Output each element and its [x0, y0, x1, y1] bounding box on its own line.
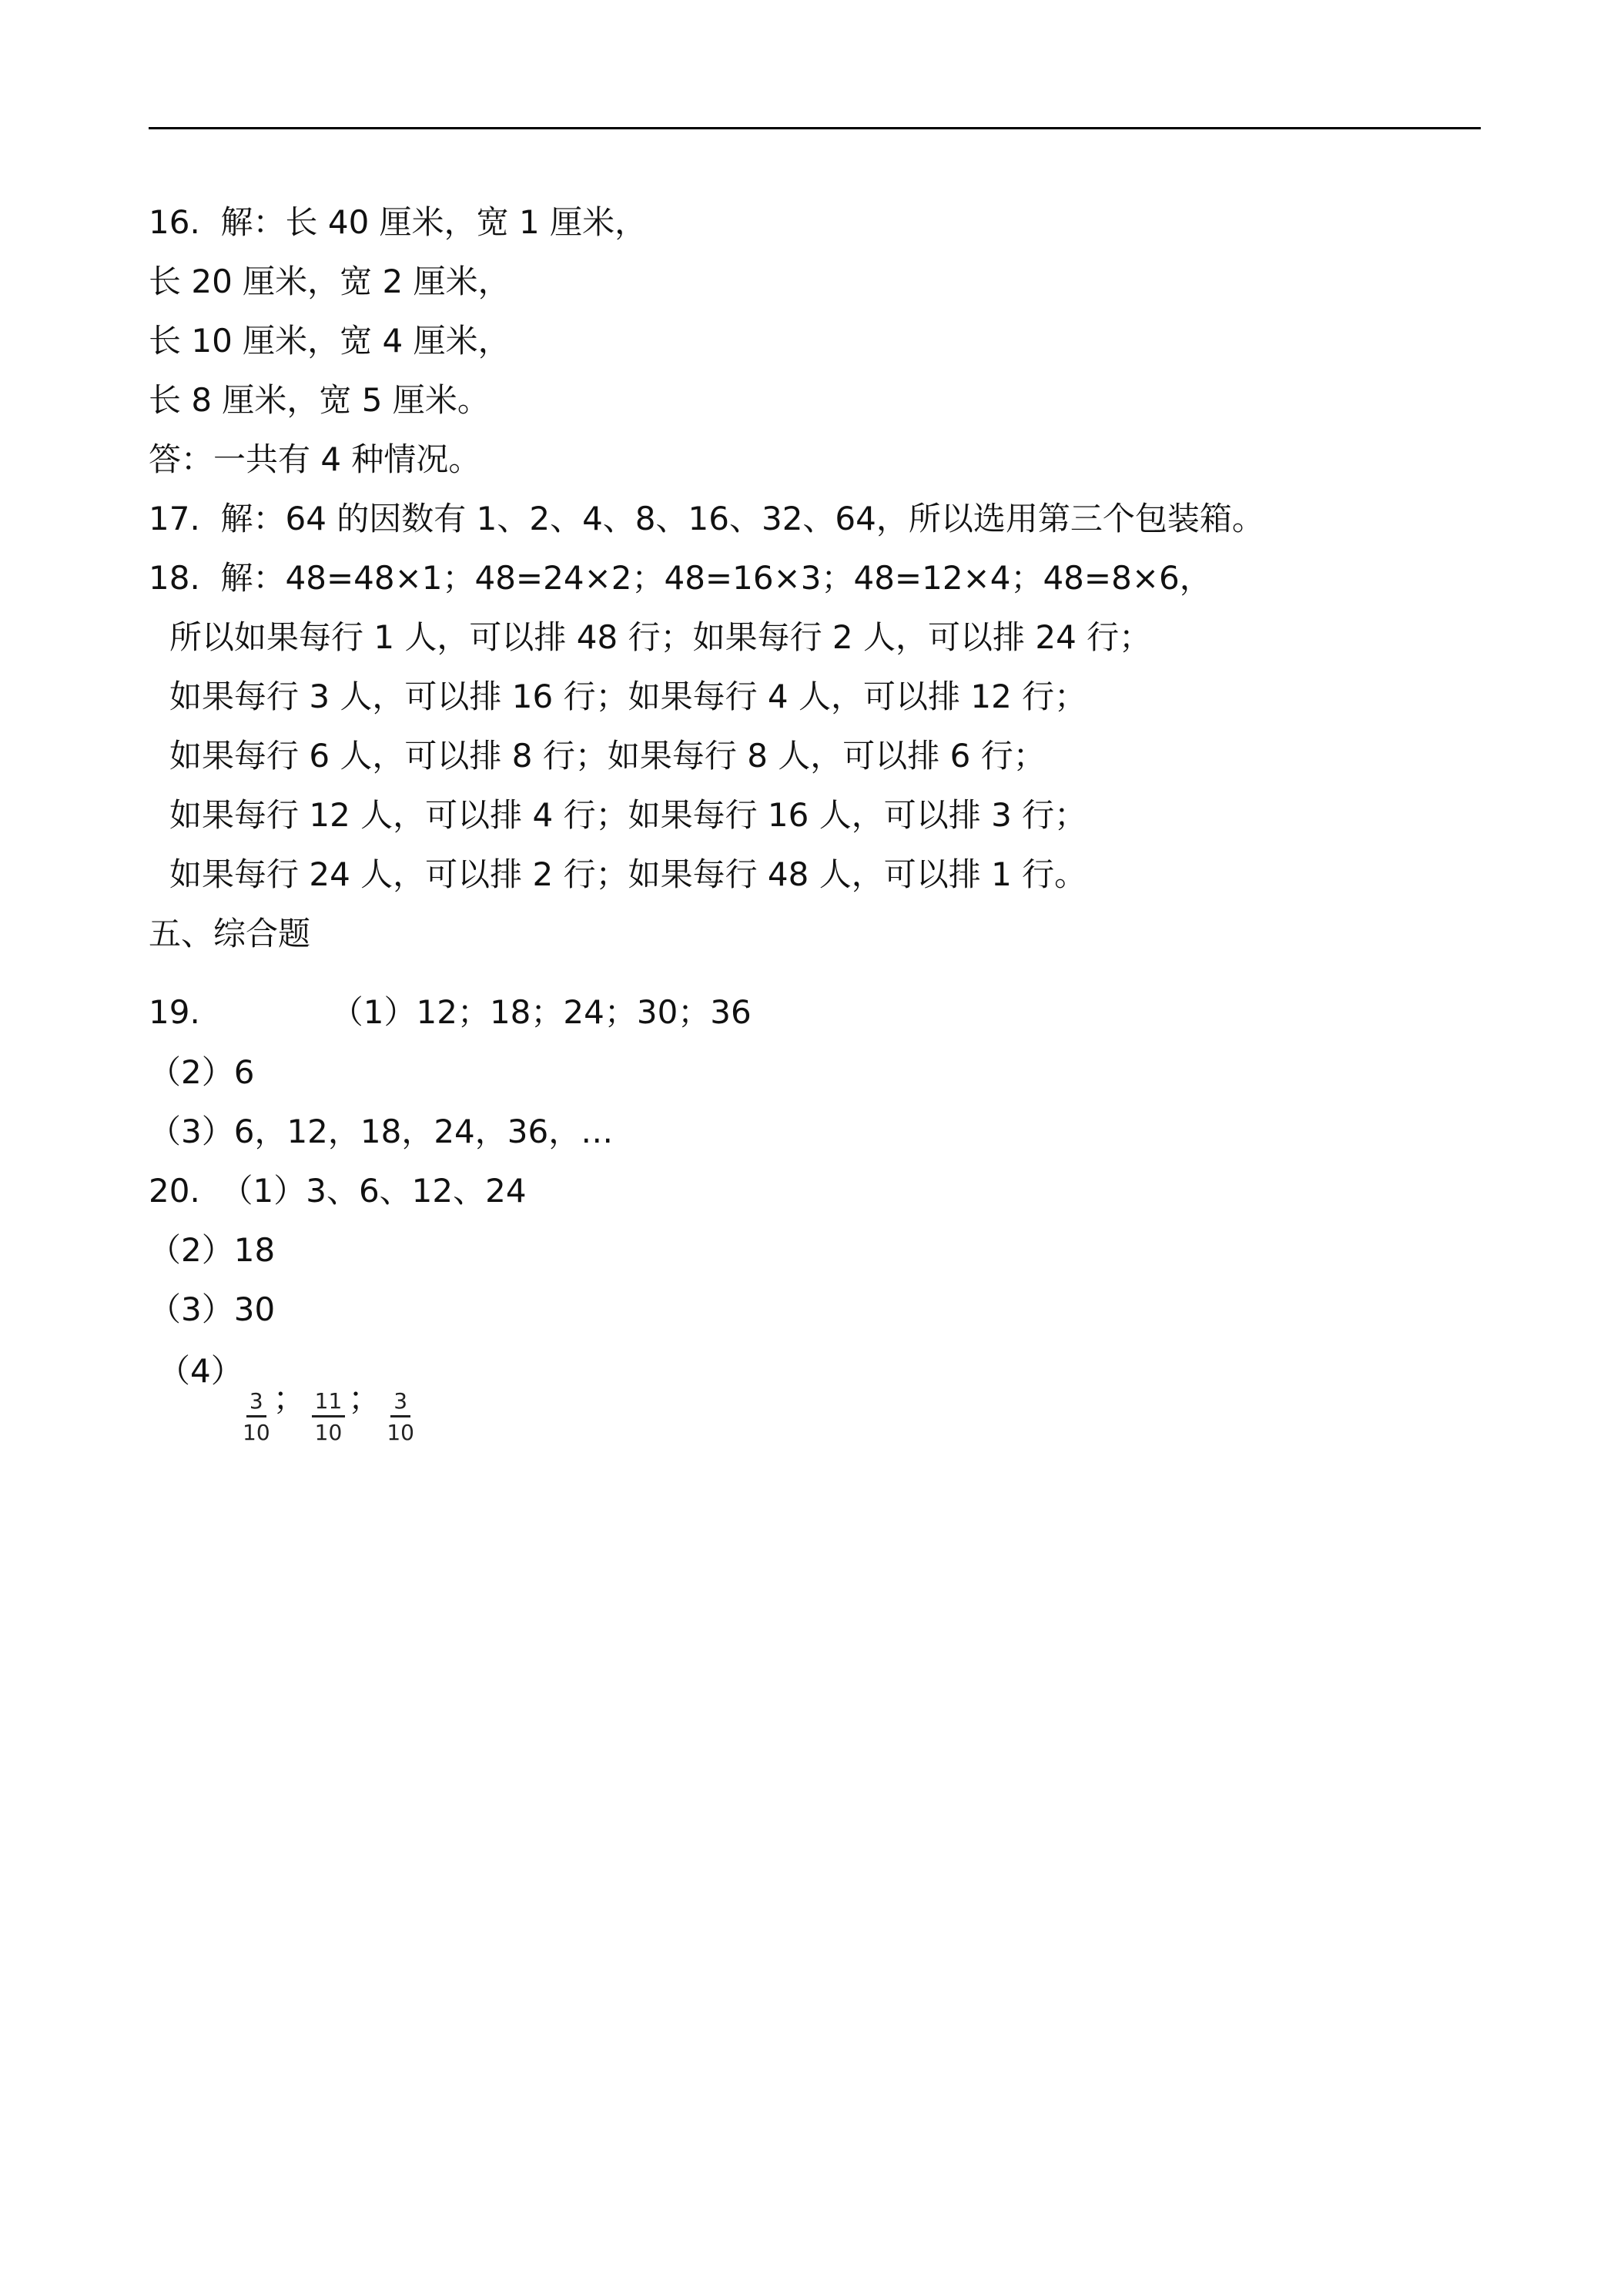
section-five-title: 五、综合题	[149, 915, 311, 952]
fraction-separator-2: ；	[348, 1380, 381, 1417]
fraction-2	[312, 1389, 346, 1445]
fraction-2-denominator: 10	[314, 1420, 343, 1446]
q19-part-3: （3）6，12，18，24，36，…	[149, 1113, 614, 1150]
q19-number: 19.	[149, 993, 200, 1031]
q16-line-2: 长 20 厘米，宽 2 厘米，	[149, 263, 511, 300]
fraction-2-numerator: 11	[312, 1389, 346, 1417]
q18-line-2: 所以如果每行 1 人，可以排 48 行；如果每行 2 人，可以排 24 行；	[169, 618, 1152, 656]
fraction-separator-1: ；	[273, 1380, 306, 1417]
q18-line-3: 如果每行 3 人，可以排 16 行；如果每行 4 人，可以排 12 行；	[169, 678, 1087, 715]
q16-line-4: 长 8 厘米，宽 5 厘米。	[149, 381, 490, 419]
q20-part-4-label: （4）	[158, 1352, 243, 1390]
q16-line-3: 长 10 厘米，宽 4 厘米，	[149, 322, 511, 360]
q18-line-4: 如果每行 6 人，可以排 8 行；如果每行 8 人，可以排 6 行；	[169, 737, 1046, 775]
q18-line-1: 18. 解：48=48×1；48=24×2；48=16×3；48=12×4；48=8×6，	[149, 559, 1212, 597]
q20-part-3: （3）30	[149, 1290, 276, 1328]
header-rule	[149, 127, 1481, 129]
fraction-1-numerator: 3	[246, 1389, 266, 1417]
q19-part-1: （1）12；18；24；30；36	[330, 993, 752, 1031]
fraction-1-denominator: 10	[243, 1420, 270, 1446]
fraction-3-numerator: 3	[390, 1389, 410, 1417]
fraction-3-denominator: 10	[387, 1420, 414, 1446]
q17-line-1: 17. 解：64 的因数有 1、2、4、8、16、32、64，所以选用第三个包装箱。	[149, 500, 1264, 537]
q16-answer: 答：一共有 4 种情况。	[149, 440, 481, 478]
q20-part-4-fractions	[243, 1360, 414, 1445]
fraction-1	[243, 1389, 270, 1445]
q19-number-row	[149, 993, 752, 1031]
q16-line-1: 16. 解：长 40 厘米，宽 1 厘米，	[149, 203, 648, 241]
q18-line-5: 如果每行 12 人，可以排 4 行；如果每行 16 人，可以排 3 行；	[169, 796, 1087, 834]
fraction-3	[387, 1389, 414, 1445]
q20-part-2: （2）18	[149, 1231, 276, 1269]
q18-line-6: 如果每行 24 人，可以排 2 行；如果每行 48 人，可以排 1 行。	[169, 855, 1087, 893]
q19-part-2: （2）6	[149, 1053, 255, 1091]
q20-part-1: 20. （1）3、6、12、24	[149, 1172, 527, 1210]
